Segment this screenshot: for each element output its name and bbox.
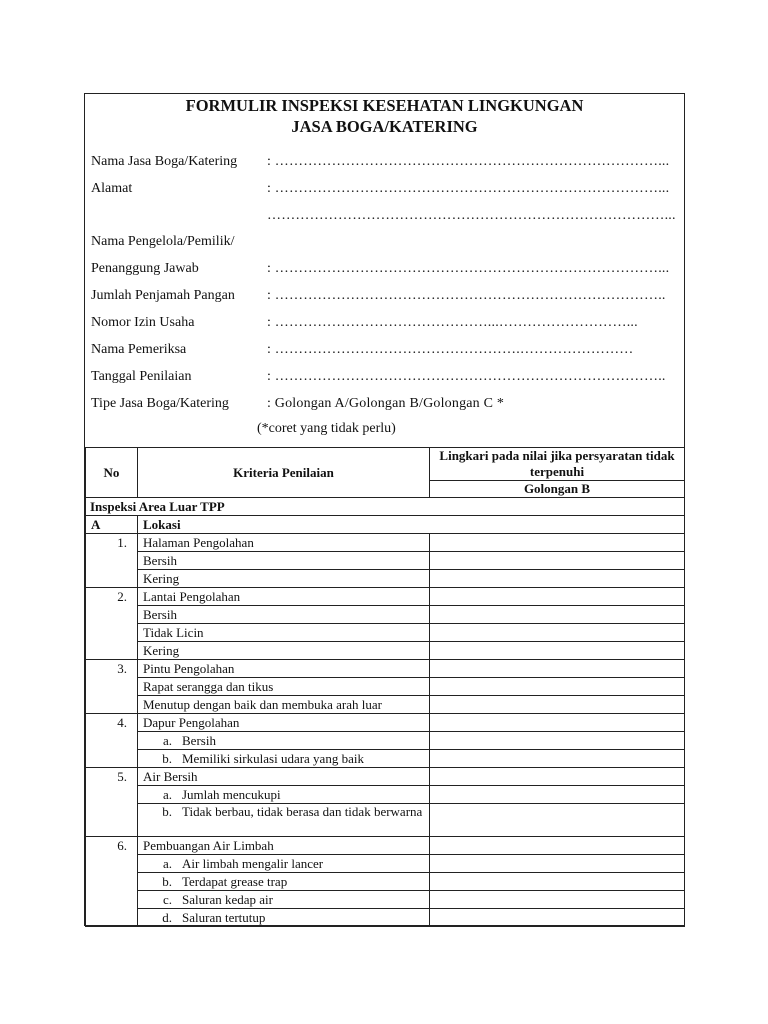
field-value[interactable]: : ………………………………………………………………………... bbox=[267, 261, 670, 276]
score-cell[interactable] bbox=[430, 909, 685, 927]
item-title: Pintu Pengolahan bbox=[138, 660, 430, 678]
criteria-item bbox=[138, 855, 430, 873]
criteria-text: Tidak berbau, tidak berasa dan tidak berwarna bbox=[182, 804, 423, 819]
field-label: Tipe Jasa Boga/Katering bbox=[91, 396, 229, 411]
score-cell[interactable] bbox=[430, 891, 685, 909]
score-cell[interactable] bbox=[430, 552, 685, 570]
score-cell[interactable] bbox=[430, 804, 685, 837]
item-title: Pembuangan Air Limbah bbox=[138, 837, 430, 855]
score-cell[interactable] bbox=[430, 678, 685, 696]
score-cell[interactable] bbox=[430, 624, 685, 642]
criteria-item bbox=[138, 804, 430, 837]
item-number: 3. bbox=[86, 660, 138, 714]
form-title-line2: JASA BOGA/KATERING bbox=[291, 117, 478, 136]
score-cell[interactable] bbox=[430, 642, 685, 660]
criteria-item: Bersih bbox=[138, 606, 430, 624]
criteria-item bbox=[138, 732, 430, 750]
score-cell[interactable] bbox=[430, 714, 685, 732]
item-title: Air Bersih bbox=[138, 768, 430, 786]
col-kriteria-header: Kriteria Penilaian bbox=[138, 448, 430, 498]
item-title: Lantai Pengolahan bbox=[138, 588, 430, 606]
score-cell[interactable] bbox=[430, 855, 685, 873]
score-cell[interactable] bbox=[430, 732, 685, 750]
form-title-line1: FORMULIR INSPEKSI KESEHATAN LINGKUNGAN bbox=[185, 96, 584, 115]
criteria-item bbox=[138, 909, 430, 927]
field-label: Nomor Izin Usaha bbox=[91, 315, 195, 330]
criteria-letter: a. bbox=[162, 787, 172, 802]
score-cell[interactable] bbox=[430, 660, 685, 678]
field-label: Nama Pemeriksa bbox=[91, 342, 187, 357]
item-number: 5. bbox=[86, 768, 138, 837]
criteria-item: Bersih bbox=[138, 552, 430, 570]
coret-note: (*coret yang tidak perlu) bbox=[257, 421, 396, 436]
col-golongan-header: Golongan B bbox=[430, 481, 685, 498]
field-label: Jumlah Penjamah Pangan bbox=[91, 288, 235, 303]
criteria-text: Air limbah mengalir lancer bbox=[182, 856, 324, 871]
criteria-text: Jumlah mencukupi bbox=[182, 787, 281, 802]
criteria-item: Tidak Licin bbox=[138, 624, 430, 642]
score-cell[interactable] bbox=[430, 873, 685, 891]
score-cell[interactable] bbox=[430, 588, 685, 606]
score-cell[interactable] bbox=[430, 786, 685, 804]
criteria-letter: b. bbox=[162, 874, 172, 889]
item-number: 4. bbox=[86, 714, 138, 768]
criteria-item: Rapat serangga dan tikus bbox=[138, 678, 430, 696]
field-label: Penanggung Jawab bbox=[91, 261, 199, 276]
criteria-text: Saluran kedap air bbox=[182, 892, 273, 907]
item-title: Dapur Pengolahan bbox=[138, 714, 430, 732]
criteria-item: Kering bbox=[138, 642, 430, 660]
field-value[interactable]: : ……………………………………………………………………….. bbox=[267, 288, 666, 303]
score-cell[interactable] bbox=[430, 570, 685, 588]
criteria-item bbox=[138, 873, 430, 891]
col-lingkari-header: Lingkari pada nilai jika persyaratan tidak terpenuhi bbox=[430, 448, 685, 481]
criteria-letter: b. bbox=[162, 751, 172, 766]
criteria-letter: d. bbox=[162, 910, 172, 925]
field-label: Nama Jasa Boga/Katering bbox=[91, 154, 238, 169]
col-no-header: No bbox=[86, 448, 138, 498]
section-title: Inspeksi Area Luar TPP bbox=[86, 498, 685, 516]
criteria-item bbox=[138, 786, 430, 804]
item-number: 2. bbox=[86, 588, 138, 660]
score-cell[interactable] bbox=[430, 768, 685, 786]
criteria-item: Kering bbox=[138, 570, 430, 588]
criteria-item bbox=[138, 891, 430, 909]
criteria-letter: b. bbox=[162, 804, 172, 819]
criteria-text: Terdapat grease trap bbox=[182, 874, 288, 889]
item-number: 1. bbox=[86, 534, 138, 588]
item-title: Halaman Pengolahan bbox=[138, 534, 430, 552]
criteria-letter: a. bbox=[162, 733, 172, 748]
field-value[interactable]: …………………………………………………………………………... bbox=[267, 208, 676, 223]
field-value[interactable]: : ……………………………………………………………………….. bbox=[267, 369, 666, 384]
field-value[interactable]: : Golongan A/Golongan B/Golongan C * bbox=[267, 396, 505, 411]
score-cell[interactable] bbox=[430, 837, 685, 855]
criteria-letter: a. bbox=[162, 856, 172, 871]
criteria-text: Memiliki sirkulasi udara yang baik bbox=[182, 751, 364, 766]
criteria-letter: c. bbox=[162, 892, 172, 907]
field-value[interactable]: : ………………………………………………………………………... bbox=[267, 181, 670, 196]
criteria-text: Bersih bbox=[182, 733, 216, 748]
criteria-item: Menutup dengan baik dan membuka arah luar bbox=[138, 696, 430, 714]
item-number: 6. bbox=[86, 837, 138, 927]
form-frame bbox=[84, 93, 685, 926]
field-value[interactable]: : ………………………………………………………………………... bbox=[267, 154, 670, 169]
field-label: Tanggal Penilaian bbox=[91, 369, 192, 384]
score-cell[interactable] bbox=[430, 750, 685, 768]
criteria-text: Saluran tertutup bbox=[182, 910, 266, 925]
inspection-table bbox=[85, 447, 684, 927]
score-cell[interactable] bbox=[430, 606, 685, 624]
field-label: Alamat bbox=[91, 181, 133, 196]
field-value[interactable]: : ………………………………………...………………………... bbox=[267, 315, 638, 330]
field-value[interactable]: : …………………………………………….…………………… bbox=[267, 342, 634, 357]
criteria-item bbox=[138, 750, 430, 768]
score-cell[interactable] bbox=[430, 534, 685, 552]
score-cell[interactable] bbox=[430, 696, 685, 714]
group-name: Lokasi bbox=[138, 516, 685, 534]
field-label: Nama Pengelola/Pemilik/ bbox=[91, 234, 235, 249]
group-letter: A bbox=[86, 516, 138, 534]
